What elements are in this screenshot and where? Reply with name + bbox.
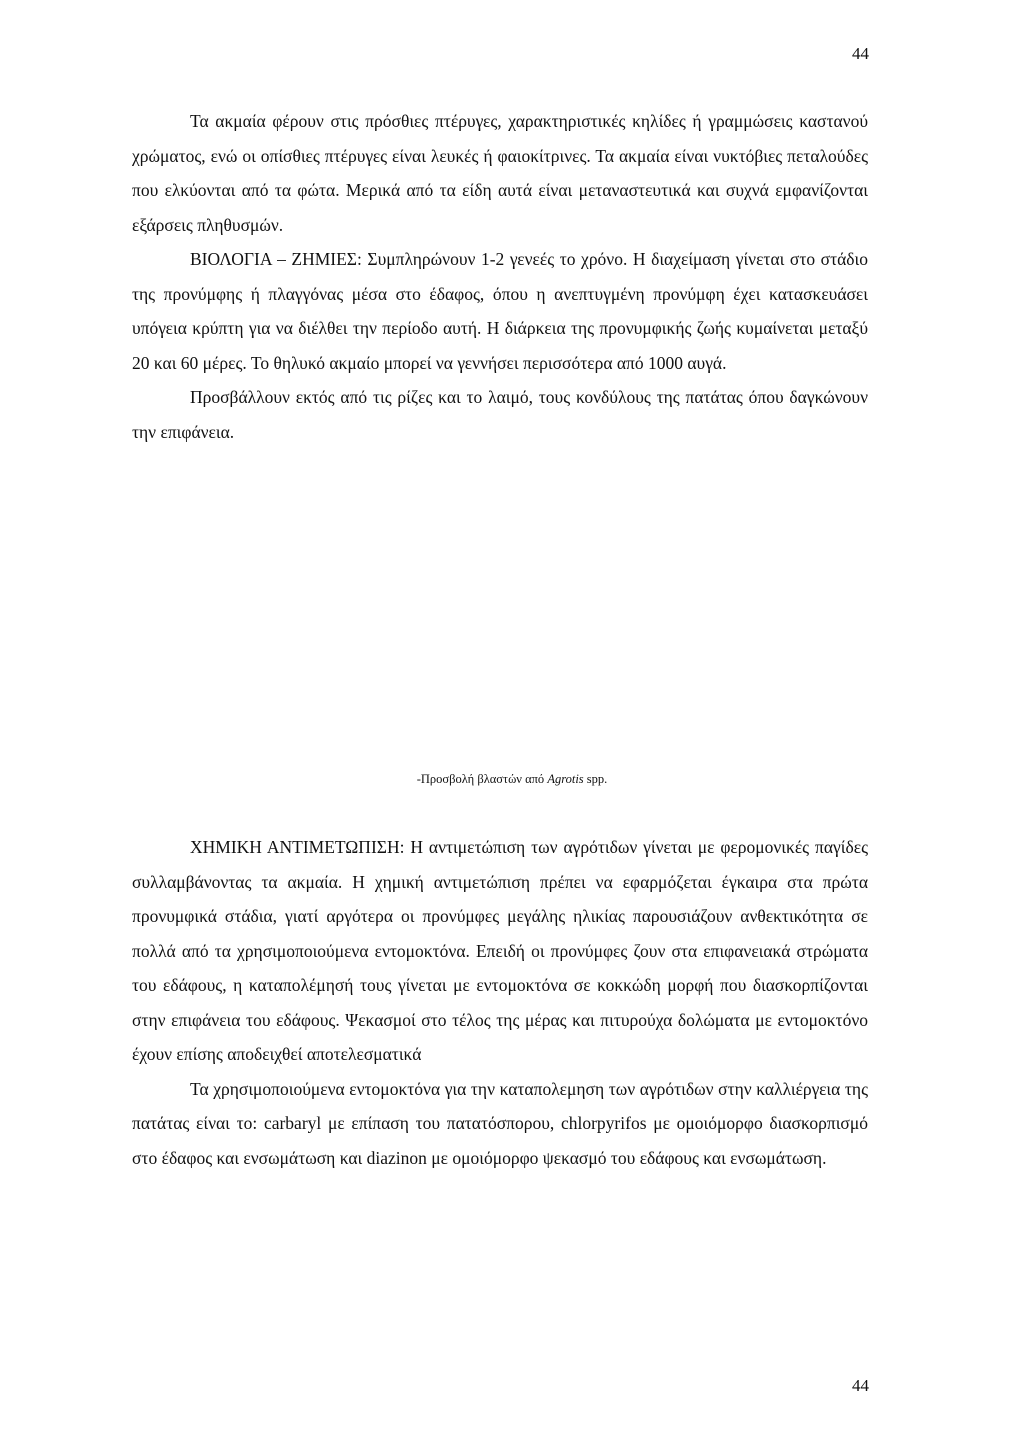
paragraph-biology-damage: ΒΙΟΛΟΓΙΑ – ΖΗΜΙΕΣ: Συμπληρώνουν 1-2 γενεές το χρόνο. Η διαχείμαση γίνεται στο στάδιο της προνύμφης ή πλαγγόνας μέσα στο έδαφος, όπου η ανεπτυγμένη προνύμφη έχει κατασκευάσει υπόγεια κρύπτη για να διέλθει την περίοδο αυτή. Η διάρκεια της προνυμφικής ζωής κυμαίνεται μεταξύ 20 και 60 μέρες. Το θηλυκό ακμαίο μπορεί να γεννήσει περισσότερα από 1000 αυγά. [132,249,868,373]
paragraph-tuber-damage: Προσβάλλουν εκτός από τις ρίζες και το λαιμό, τους κονδύλους της πατάτας όπου δαγκώνουν την επιφάνεια. [132,387,868,442]
figure-caption [0,772,1024,787]
caption-suffix: spp. [583,772,608,786]
top-text-block [132,104,868,449]
paragraph-chemical-control: ΧΗΜΙΚΗ ΑΝΤΙΜΕΤΩΠΙΣΗ: Η αντιμετώπιση των αγρότιδων γίνεται με φερομονικές παγίδες συλλαμβάνοντας τα ακμαία. Η χημική αντιμετώπιση πρέπει να εφαρμόζεται έγκαιρα στα πρώτα προνυμφικά στάδια, γιατί αργότερα οι προνύμφες μεγάλης ηλικίας παρουσιάζουν ανθεκτικότητα σε πολλά από τα χρησιμοποιούμενα εντομοκτόνα. Επειδή οι προνύμφες ζουν στα επιφανειακά στρώματα του εδάφους, η καταπολέμησή τους γίνεται με εντομοκτόνα σε κοκκώδη μορφή που διασκορπίζονται στην επιφάνεια του εδάφους. Ψεκασμοί στο τέλος της μέρας και πιτυρούχα δολώματα με εντομοκτόνο έχουν επίσης αποδειχθεί αποτελεσματικά [132,837,868,1064]
caption-text: -Προσβολή βλαστών από [416,772,548,786]
paragraph-insecticides: Τα χρησιμοποιούμενα εντομοκτόνα για την καταπολεμηση των αγρότιδων στην καλλιέργεια της πατάτας είναι το: carbaryl με επίπαση του πατατόσπορου, chlorpyrifos με ομοιόμορφο διασκορπισμό στο έδαφος και ενσωμάτωση και diazinon με ομοιόμορφο ψεκασμό του εδάφους και ενσωμάτωση. [132,1078,868,1168]
caption-species: Agrotis [547,772,584,786]
page-number-bottom: 44 [852,1376,869,1395]
paragraph-adult-description: Τα ακμαία φέρουν στις πρόσθιες πτέρυγες, χαρακτηριστικές κηλίδες ή γραμμώσεις καστανού χρώματος, ενώ οι οπίσθιες πτέρυγες είναι λευκές ή φαιοκίτρινες. Τα ακμαία είναι νυκτόβιες πεταλούδες που ελκύονται από τα φώτα. Μερικά από τα είδη αυτά είναι μεταναστευτικά και συχνά εμφανίζονται εξάρσεις πληθυσμών. [132,111,868,235]
page-number-top: 44 [852,44,869,63]
bottom-text-block [132,830,868,1175]
